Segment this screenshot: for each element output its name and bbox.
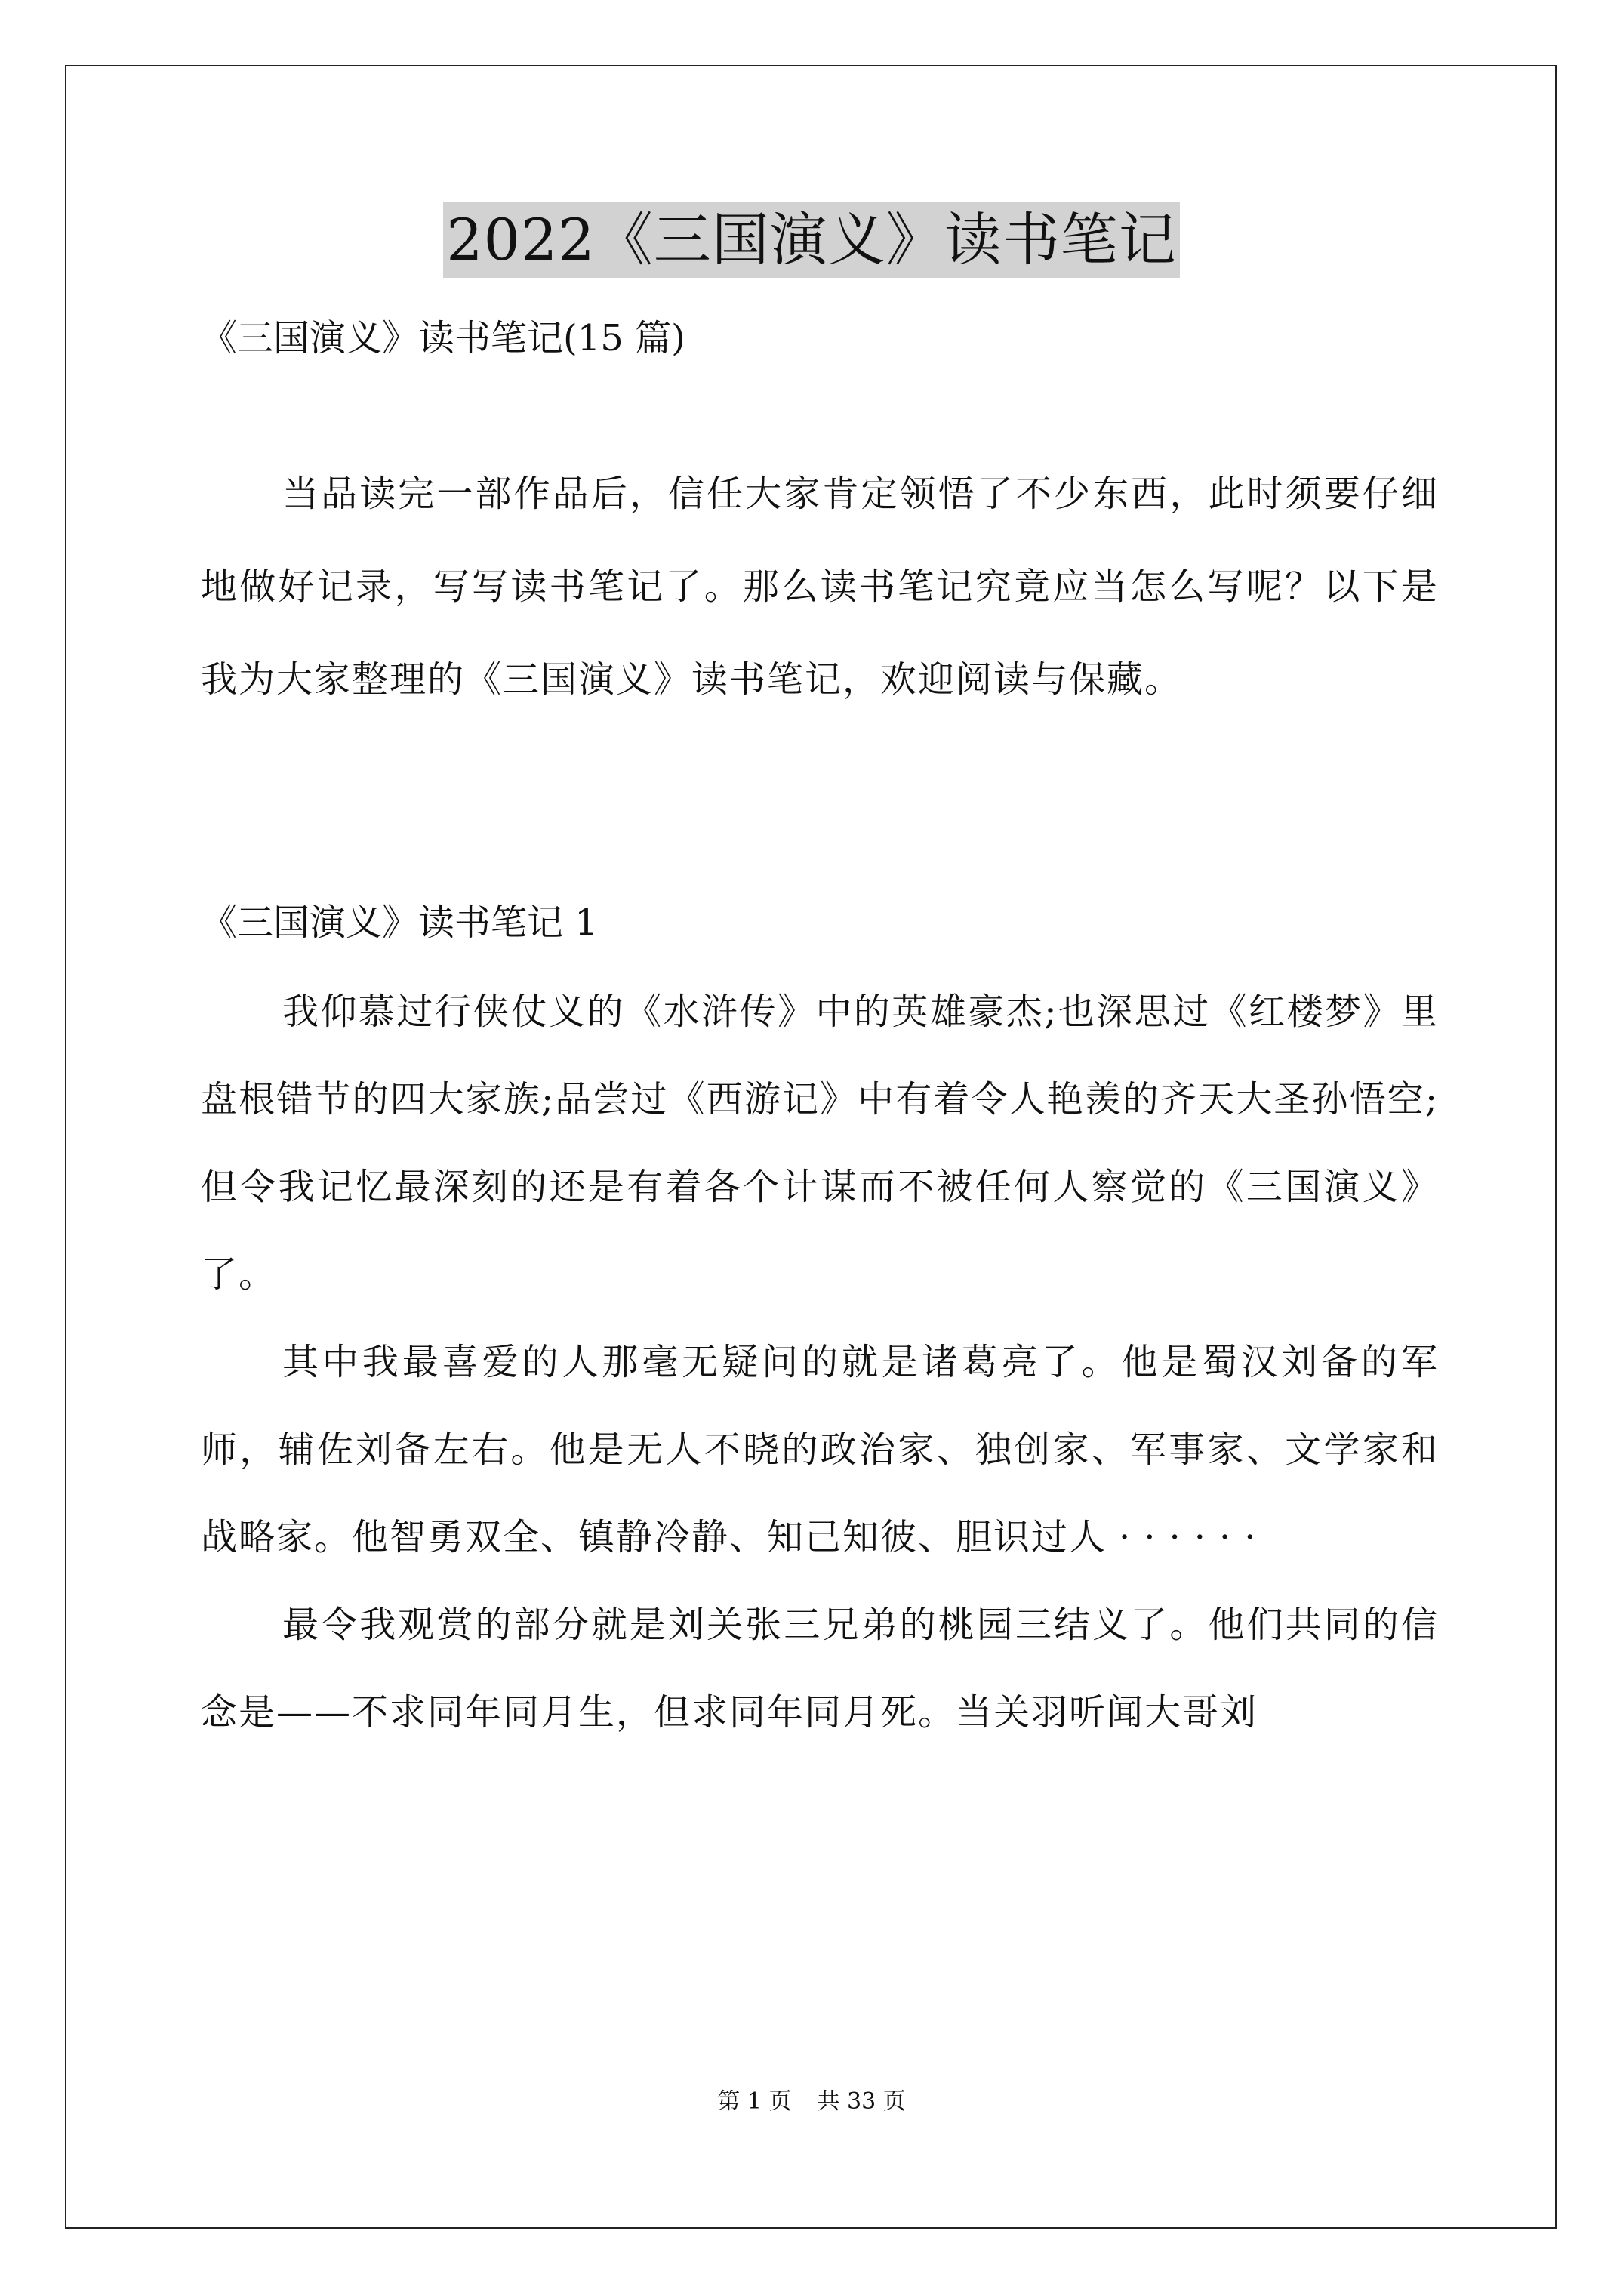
page-total: 共 33 页 (817, 2088, 906, 2115)
body-paragraph-2 (201, 1318, 1439, 1581)
body-paragraph-2-ending: 人······ (1069, 1516, 1270, 1558)
body-paragraph-3: 最令我观赏的部分就是刘关张三兄弟的桃园三结义了。他们共同的信念是——不求同年同月生，但求同年同月死。当关羽听闻大哥刘 (201, 1604, 1439, 1734)
document-body (201, 308, 1439, 1756)
document-subtitle: 《三国演义》读书笔记(15 篇) (201, 317, 685, 359)
body-paragraph-1: 我仰慕过行侠仗义的《水浒传》中的英雄豪杰;也深思过《红楼梦》里盘根错节的四大家族;品尝过《西游记》中有着令人艳羡的齐天大圣孙悟空;但令我记忆最深刻的还是有着各个计谋而不被任何人察觉的《三国演义》了。 (201, 991, 1439, 1296)
section-heading: 《三国演义》读书笔记 1 (201, 901, 598, 944)
body-paragraph-2-text: 其中我最喜爱的人那毫无疑问的就是诸葛亮了。他是蜀汉刘备的军师，辅佐刘备左右。他是无人不晓的政治家、独创家、军事家、文学家和战略家。他智勇双全、镇静冷静、知己知彼、胆识过 (201, 1341, 1439, 1558)
intro-paragraph: 当品读完一部作品后，信任大家肯定领悟了不少东西，此时须要仔细地做好记录，写写读书笔记了。那么读书笔记究竟应当怎么写呢？以下是我为大家整理的《三国演义》读书笔记，欢迎阅读与保藏。 (201, 473, 1439, 701)
page-number: 第 1 页 (717, 2088, 792, 2115)
document-title: 2022《三国演义》读书笔记 (443, 202, 1179, 278)
page-footer (0, 2087, 1623, 2117)
title-container (0, 202, 1623, 278)
